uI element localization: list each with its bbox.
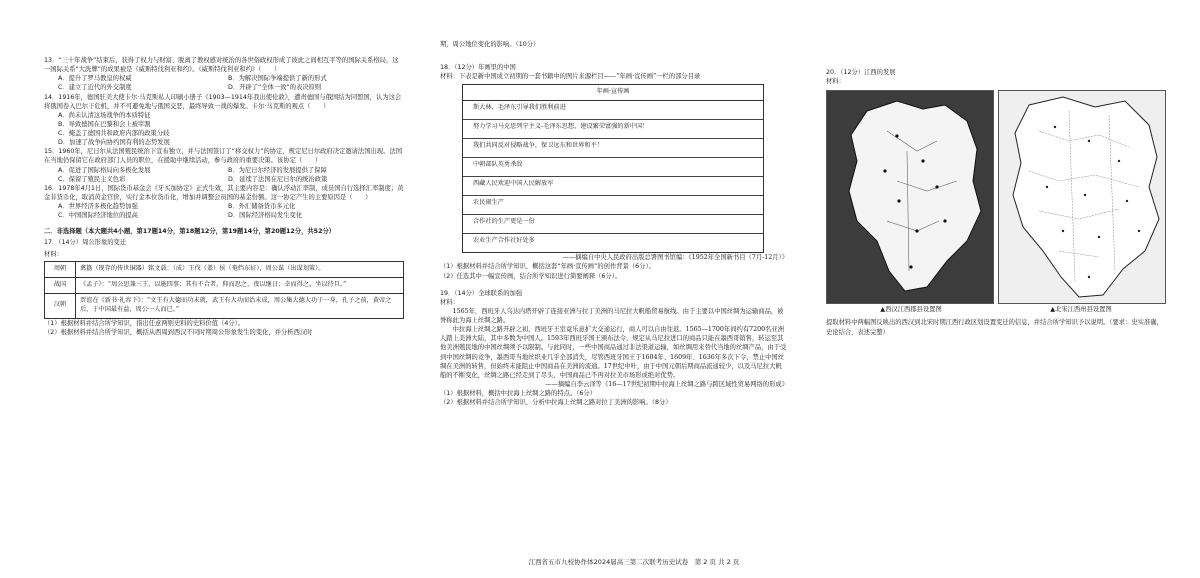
q17-material-label: 材料： <box>44 250 63 258</box>
q15-option-c[interactable]: C．保留了殖民主义色彩 <box>58 175 126 183</box>
map-pair <box>826 90 1166 304</box>
q19-title: 19．（14分）全球联系的加强 <box>440 289 523 297</box>
list-item: 西藏人民欢迎中国人民解放军 <box>463 177 763 196</box>
list-item: 努力学习马克思列宁主义-毛泽东思想，建设繁荣富强的新中国！ <box>463 120 763 139</box>
q13-option-d[interactable]: D．开辟了“全体一致”的表决原则 <box>228 84 322 92</box>
western-han-jiangxi-map <box>826 90 994 304</box>
q19-paragraph-1: 1565年，西班牙人乌达内塔开辟了连接亚洲与拉丁美洲的马尼拉大帆船贸易航线。由于主要以中国丝绸为运输商品，被誉称此为海上丝绸之路。 <box>440 307 784 325</box>
q14-option-a[interactable]: A．尚未认清这场战争的本质特征 <box>58 111 151 119</box>
q20-title: 20．（12分）江西的发展 <box>826 69 896 76</box>
map-captions <box>826 305 1166 314</box>
q18-source: ——摘编自中央人民政府出版总署图书馆编：《1952年全国新书目（7月-12月）》 <box>562 254 788 262</box>
source-cell: 禽簋（现存的传世铜器）铭文载：（成）王伐（盖）侯（奄挡东征），周公谋（出谋划策）。 <box>76 261 404 277</box>
q17-continuation: 期，周公地位变化的影响。（10分） <box>440 41 540 48</box>
q20-material-label: 材料： <box>826 78 845 86</box>
question-17 <box>44 238 404 336</box>
q16-option-d[interactable]: D．国际经济格局发生变化 <box>228 212 303 220</box>
era-cell: 周朝 <box>45 261 76 277</box>
q13-option-b[interactable]: B．为解决国际争端提供了新的形式 <box>228 75 327 83</box>
q14-option-d[interactable]: D．加速了战争向协约国有利的态势发展 <box>58 139 170 147</box>
q13-option-a[interactable]: A．提升了罗马教皇的权威 <box>58 75 132 83</box>
column-left <box>44 56 404 337</box>
poster-catalogue-table <box>462 84 764 253</box>
q16-option-c[interactable]: C．中国国际经济地位的提高 <box>58 212 138 220</box>
q17-material-table <box>44 261 404 319</box>
page-footer: 江西省五市九校协作体2024届高三第二次联考历史试卷 第 2 页 共 2 页 <box>528 558 740 566</box>
q19-paragraph-2: 中拉海上丝绸之路开辟之初，西班牙王室竟乐意扩大交通运行，商人可以自由往返。1565—1700年间约有7200名亚洲人踏上美洲大陆，其中多数为中国人。1593年西班牙国王颁布法令，规定从马尼拉进口的商品只能在墨西哥销售，转运至其他美洲殖民地的中国丝绸须予以限制。与此同时，一些中国商品通过非法渠道运输，如丝绸用来替代当地的丝绸产品，由于受到中国丝绸的竞争，墨西哥当地丝织业几乎全部消失，尽管西班牙国王于1604年、1609年、1636年多次下令，禁止中国丝绸在美洲的转售，但始终未能阻止中国商品在美洲的流通。17世纪中叶，由于中国元朝后期商品流通较少，以及马尼拉大帆船的不断变化，丝绸之路已经走到了尽头，中国商品已不再对拉美市场形成绝对优势。 <box>440 326 787 379</box>
q16-option-b[interactable]: B．外汇储备货币多元化 <box>228 203 296 210</box>
q18-title: 18．（12分）年画里的中国 <box>440 64 516 72</box>
q15-option-d[interactable]: D．延续了法国在尼日尔的统治政策 <box>228 175 328 183</box>
northern-song-jiangxi-map <box>998 90 1166 304</box>
question-14 <box>44 93 404 148</box>
q19-material-label: 材料： <box>440 298 459 306</box>
q13-stem: 13．“三十年战争”结束后，获得了权力与财富、脱离了教权感对统治的各世俗政权形成了彼此之间相互平等的国际关系格局，这一国际关系“大洗牌”的成果被是《威斯特伐利亚和约》。《威斯特伐利亚和约》（ ） <box>44 57 399 74</box>
map-caption-northern-song: ▲北宋江西州县设置图 <box>1050 306 1112 314</box>
q14-option-b[interactable]: B．导致德国在巴黎和会上被宰割 <box>58 120 151 128</box>
question-18 <box>440 63 788 281</box>
western-han-map-drawing <box>827 91 994 303</box>
list-item: 农业生产合作社好处多 <box>473 237 535 245</box>
q19-sub-question-2: （2）根据材料并结合所学知识，分析中拉海上丝绸之路对拉丁美洲的影响。（8分） <box>440 399 672 407</box>
list-item: 农民闹生产 <box>463 196 763 215</box>
q14-option-c[interactable]: C．掩盖了德国共和政府内部的政策分歧 <box>58 130 170 137</box>
northern-song-map-drawing <box>999 91 1166 303</box>
q18-sub-question-1: （1）根据材料并结合所学知识，概括这套“年画·宣传画”的创作背景（6分）。 <box>440 263 655 271</box>
source-cell: 贾谊在《新书·礼容下》：“文王有大德而功未就，武王有大功而治未成，周公集大德大功于一身，孔子之前，黄帝之后，于中国最有益，周公一人而已。” <box>76 293 404 318</box>
q17-title: 17．（14分）周公形象的变迁 <box>44 239 127 247</box>
table-row <box>45 277 404 293</box>
q16-stem: 16．1978年4月1日，国际货币基金会《牙买加协定》正式生效，其主要内容是：确认浮动汇率制，成员国自行选择汇率制度；黄金非货币化，取消黄金官价，实行金本位货币化，增加并调整会员国的基金份额。这一协定产生的主要原因是（ ） <box>44 184 404 201</box>
table-row <box>45 261 404 277</box>
q14-stem: 14．1916年，德国驻美大使卡尔·马克斯私人印刷小册子《1903—1914年我出使伦敦》，遭责德国与俄国结为同盟国，认为这会将俄国卷入巴尔干危机，并不可避免地与俄国交恶，最终导致一战的爆发。卡尔·马克斯的观点（ ） <box>44 93 402 110</box>
column-right <box>826 66 1166 337</box>
q15-option-b[interactable]: B．为尼日尔经济的发展提供了保障 <box>228 166 327 174</box>
list-item: 中朝部队英勇杀敌 <box>463 158 763 177</box>
section-heading-non-choice: 二．非选择题（本大题共4小题，第17题14分，第18题12分，第19题14分，第20题12分，共52分） <box>44 228 336 236</box>
q17-sub-question-2: （2）根据材料并结合所学知识，概括从西周到西汉不同时期周公形象发生的变化，并分析西汉时 <box>44 328 313 336</box>
question-13 <box>44 56 404 93</box>
era-cell: 汉朝 <box>45 293 76 318</box>
q19-source: ——摘编自李云泽等《16—17世纪初期中拉海上丝绸之路与跨区域性贸易网络的形成》 <box>545 380 788 388</box>
list-item: 斯大林、毛泽东引导我们胜利前进 <box>463 101 763 120</box>
column-middle <box>440 40 788 407</box>
q15-stem: 15．1960年，尼日尔从法国殖民统治下宣布独立，并与法国签订了“移交权力”的协定，规定尼日尔政府决定邀请法国出现。法国在当地仍保留它在政府部门人员的职位，在援助中继续活动，参与政府的重要决策。该协定（ ） <box>44 148 402 165</box>
q18-sub-question-2: （2）任选其中一幅宣传画，结合所学知识进行简要阐释（6分）。 <box>440 272 622 280</box>
table-row <box>45 293 404 318</box>
q17-sub-question-1: （1）根据材料并结合所学知识，指出任意两则史料的史料价值（4分）。 <box>44 319 245 327</box>
source-cell: 《孟子》：“周公思兼三王，以施四事；其有不合者，仰而思之，夜以继日；幸而得之，坐以待旦。” <box>76 277 404 293</box>
map-caption-western-han: ▲西汉江西郡县设置图 <box>880 306 942 314</box>
question-16 <box>44 184 404 221</box>
list-item: 合作社的生产更是一份 <box>463 215 763 234</box>
q15-option-a[interactable]: A．促进了国际格局向多极化发展 <box>58 166 151 174</box>
era-cell: 战国 <box>45 277 76 293</box>
question-15 <box>44 147 404 184</box>
q13-option-c[interactable]: C．建立了近代的外交制度 <box>58 84 132 92</box>
q20-instruction: 提取材料中两幅图反映出的西汉到北宋时期江西行政区划设置变迁的信息，并结合所学知识予以说明。（要求：史实准确，史论结合，表述完整） <box>826 319 1163 336</box>
q19-sub-question-1: （1）根据材料，概括中拉海上丝绸之路的特点。（6分） <box>440 390 596 398</box>
q16-option-a[interactable]: A．世界经济多极化趋势加强 <box>58 203 138 210</box>
q18-material: 材料：下表是新中国成立初期的一套书籍中的图片来源栏目——“年画·宣传画”一栏的部分目录 <box>440 73 701 81</box>
question-19 <box>440 289 788 408</box>
poster-table-header: 年画·宣传画 <box>463 85 763 101</box>
list-item: 我们共同反对侵略战争，保卫远东和世界和平！ <box>463 139 763 158</box>
